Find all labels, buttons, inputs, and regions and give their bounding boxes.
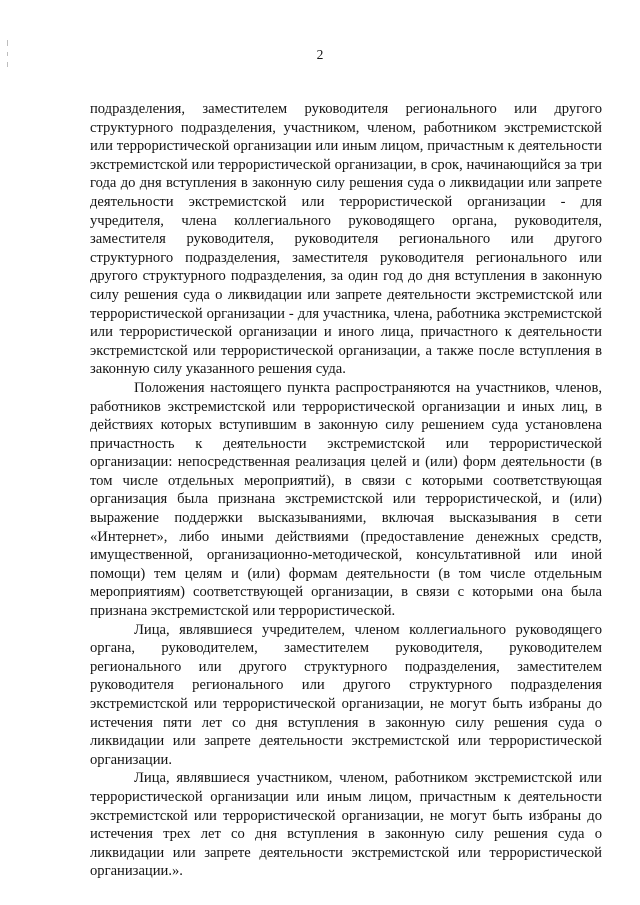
scan-edge-mark xyxy=(7,40,8,46)
document-body xyxy=(90,100,602,881)
page-number: 2 xyxy=(316,47,324,62)
paragraph: Лица, являвшиеся участником, членом, работником экстремистской или террористической организации или иным лицом, причастным к деятельности экстремистской или террористической организации, не могут быть избраны до истечения трех лет со дня вступления в законную силу решения суда о ликвидации или запрете деятельности экстремистской или террористической организации.». xyxy=(90,770,602,880)
paragraph: Положения настоящего пункта распространяются на участников, членов, работников экстремистской или террористической организации и иных лиц, в действиях которых вступившим в законную силу решением суда установлена причастность к деятельности экстремистской или террористической организации: непосредственная реализация целей и (или) форм деятельности (в том числе отдельных мероприятий), в связи с которыми соответствующая организация была признана экстремистской или террористической, и (или) выражение поддержки высказываниями, включая высказывания в сети «Интернет», либо иными действиями (предоставление денежных средств, имущественной, организационно-методической, консультативной или иной помощи) тем целям и (или) формам деятельности (в том числе отдельным мероприятиям) соответствующей организации, в связи с которыми она была признана экстремистской или террористической. xyxy=(90,379,602,620)
paragraph-continuation: подразделения, заместителем руководителя регионального или другого структурного подразделения, участником, членом, работником экстремистской или террористической организации или иным лицом, причастным к деятельности экстремистской или террористической организации, в срок, начинающийся за три года до дня вступления в законную силу решения суда о ликвидации или запрете деятельности экстремистской или террористической организации - для учредителя, члена коллегиального руководящего органа, руководителя, заместителя руководителя, руководителя регионального или другого структурного подразделения, заместителя руководителя регионального или другого структурного подразделения, за один год до дня вступления в законную силу решения суда о ликвидации или запрете деятельности экстремистской или террористической организации - для участника, члена, работника экстремистской или террористической организации и иного лица, причастного к деятельности экстремистской или террористической организации, а также после вступления в законную силу указанного решения суда. xyxy=(90,101,602,378)
paragraph: Лица, являвшиеся учредителем, членом коллегиального руководящего органа, руководителем, заместителем руководителя, руководителем регионального или другого структурного подразделения, заместителем руководителя регионального или другого структурного подразделения экстремистской или террористической организации, не могут быть избраны до истечения пяти лет со дня вступления в законную силу решения суда о ликвидации или запрете деятельности экстремистской или террористической организации. xyxy=(90,621,602,768)
